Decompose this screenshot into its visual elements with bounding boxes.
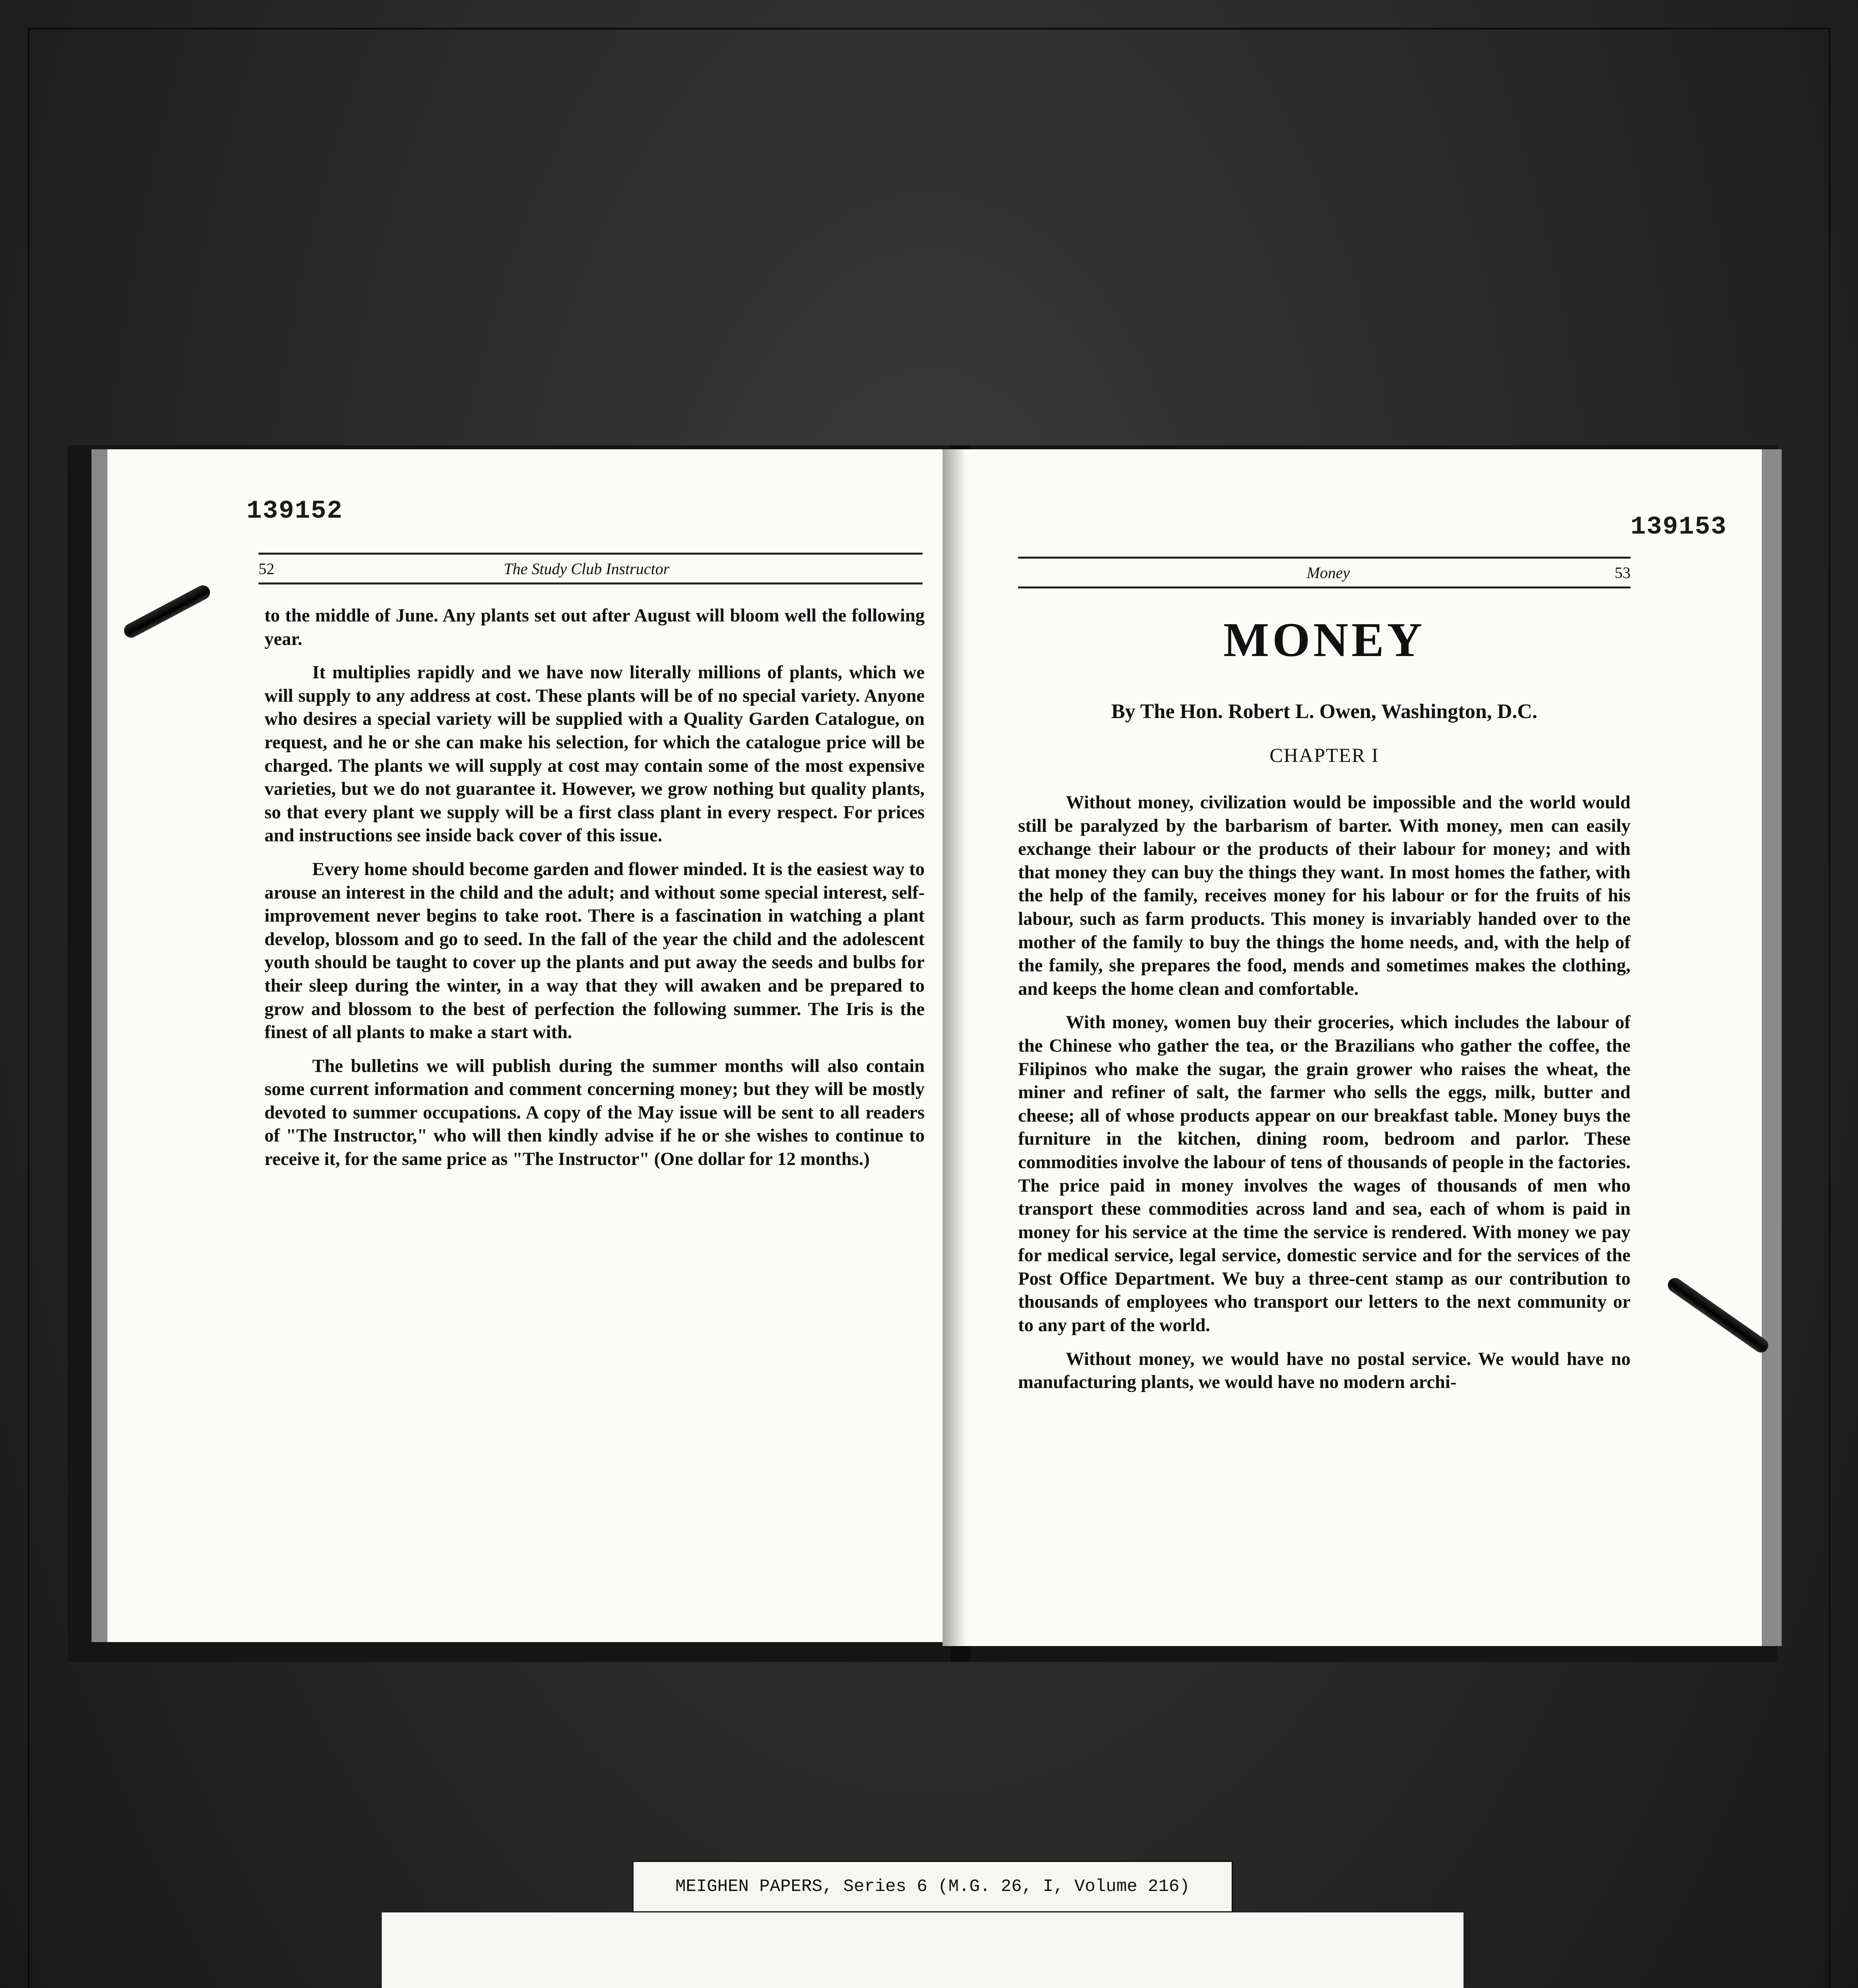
paragraph: The bulletins we will publish during the summer months will also contain some current information and comment concerning money; but they will be mostly devoted to summer occupations. A copy of the May issue will be sent to all readers of "The Instructor," who will then kindly advise if he or she wishes to continue to receive it, for the same price as "The Instructor" (One dollar for 12 months.) [264, 1056, 925, 1170]
right-body-text [1018, 791, 1631, 1405]
byline: By The Hon. Robert L. Owen, Washington, D.C. [1111, 700, 1537, 723]
archive-page-stamp: 139152 [247, 497, 343, 526]
page-number: 52 [258, 559, 274, 578]
running-title: Money [1306, 563, 1350, 582]
chapter-label: CHAPTER I [1269, 744, 1379, 766]
paragraph: to the middle of June. Any plants set out after August will bloom well the following year. [264, 606, 925, 649]
running-title: The Study Club Instructor [503, 559, 670, 578]
collection-label: MEIGHEN PAPERS, Series 6 (M.G. 26, I, Volume 216) [632, 1861, 1233, 1912]
paragraph: Without money, civilization would be impossible and the world would still be paralyzed by the barbarism of barter. With money, men can easily exchange their labour or the products of their labour for money; and with that money they can buy the things they want. In most homes the father, with the help of the family, receives money for his labour or for the fruits of his labour, such as farm products. This money is invariably handed over to the mother of the family to buy the things the home needs, and, with the help of the family, she prepares the food, mends and sometimes makes the clothing, and keeps the home clean and comfortable. [1018, 792, 1631, 999]
paragraph: With money, women buy their groceries, which includes the labour of the Chinese who gather the tea, or the Brazilians who gather the coffee, the Filipinos who make the sugar, the grain grower who raises the wheat, the miner and refiner of salt, the farmer who sells the eggs, milk, butter and cheese; all of whose products appear on our breakfast table. Money buys the furniture in the kitchen, dining room, bedroom and parlor. These commodities involve the labour of tens of thousands of people in the factories. The price paid in money involves the wages of thousands of men who transport these commodities across land and sea, each of whom is paid in money for his service at the time the service is rendered. With money we pay for medical service, legal service, domestic service and for the services of the Post Office Department. We buy a three-cent stamp as our contribution to thousands of employees who transport our letters to the next community or to any part of the world. [1018, 1012, 1631, 1336]
right-running-head [1018, 557, 1631, 588]
left-running-head [258, 553, 923, 584]
page-number: 53 [1614, 563, 1631, 582]
chapter-heading: MONEY [1223, 613, 1425, 667]
paragraph: Without money, we would have no postal service. We would have no manufacturing plants, we would have no modern archi- [1018, 1349, 1631, 1393]
archives-card [382, 1912, 1463, 1988]
paragraph: Every home should become garden and flower minded. It is the easiest way to arouse an interest in the child and the adult; and without some special interest, self-improvement never begins to take root. There is a fascination in watching a plant develop, blossom and go to seed. In the fall of the year the child and the adolescent youth should be taught to cover up the plants and put away the seeds and bulbs for their sleep during the winter, in a way that they will awaken and be prepared to grow and blossom to the best of perfection the following summer. The Iris is the finest of all plants to make a start with. [264, 859, 925, 1043]
left-body-text [264, 604, 925, 1182]
right-page [943, 449, 1782, 1646]
archive-page-stamp: 139153 [1631, 513, 1727, 542]
open-book [68, 445, 1778, 1662]
paragraph: It multiplies rapidly and we have now literally millions of plants, which we will supply to any address at cost. These plants will be of no special variety. Anyone who desires a special variety will be supplied with a Quality Garden Catalogue, on request, and he or she can make his selection, for which the catalogue price will be charged. The plants we will supply at cost may contain some of the most expensive varieties, but we do not guarantee it. However, we grow nothing but quality plants, so that every plant we supply will be a first class plant in every respect. For prices and instructions see inside back cover of this issue. [264, 662, 925, 846]
left-page [91, 449, 982, 1642]
